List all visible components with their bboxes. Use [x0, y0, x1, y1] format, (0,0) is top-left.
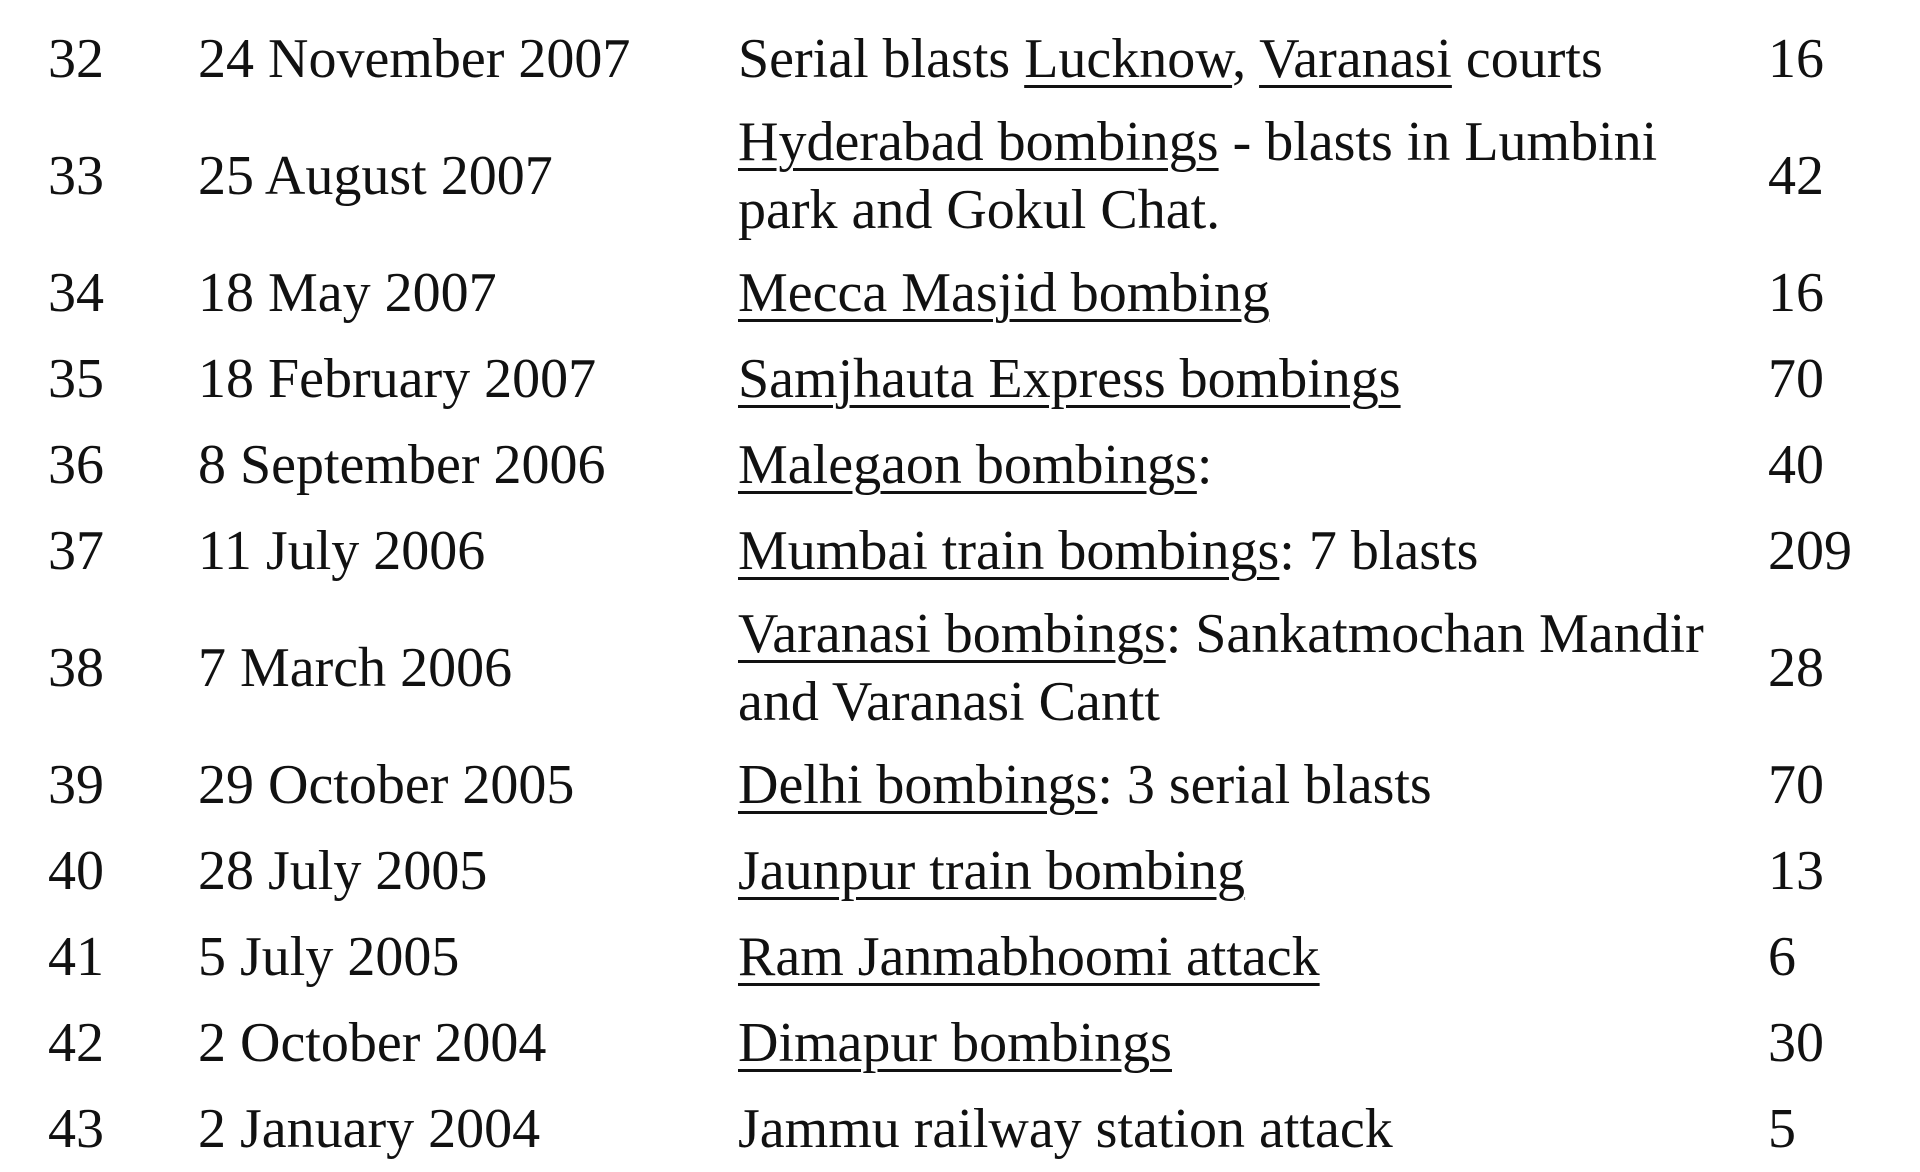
event-link[interactable]: Malegaon bombings [738, 434, 1197, 496]
description-cell [738, 914, 1768, 1000]
date-cell: 8 September 2006 [198, 434, 606, 496]
casualty-count-cell: 16 [1768, 262, 1824, 324]
description-text: , [1232, 28, 1260, 90]
table-row [48, 914, 1898, 1000]
row-number-cell: 37 [48, 520, 104, 582]
event-link[interactable]: Dimapur bombings [738, 1012, 1172, 1074]
description-cell [738, 16, 1768, 102]
casualty-count-cell: 6 [1768, 926, 1796, 988]
casualty-count-cell: 209 [1768, 520, 1852, 582]
table-row [48, 422, 1898, 508]
description-text: courts [1451, 28, 1603, 90]
table-row [48, 1000, 1898, 1086]
event-link[interactable]: Jaunpur train bombing [738, 840, 1246, 902]
description-cell [738, 828, 1768, 914]
date-cell: 2 January 2004 [198, 1098, 541, 1160]
date-cell: 7 March 2006 [198, 637, 513, 699]
event-link[interactable]: Ram Janmabhoomi attack [738, 926, 1320, 988]
row-number-cell: 38 [48, 637, 104, 699]
row-number-cell: 34 [48, 262, 104, 324]
casualty-count-cell: 13 [1768, 840, 1824, 902]
casualty-count-cell: 70 [1768, 754, 1824, 816]
table-row [48, 336, 1898, 422]
casualty-count-cell: 5 [1768, 1098, 1796, 1160]
description-text: : 3 serial blasts [1097, 754, 1432, 816]
description-cell [738, 1000, 1768, 1086]
date-cell: 18 February 2007 [198, 348, 597, 410]
row-number-cell: 41 [48, 926, 104, 988]
description-text: - blasts in Lumbini park and Gokul Chat. [738, 111, 1658, 241]
date-cell: 29 October 2005 [198, 754, 575, 816]
attacks-table [48, 16, 1898, 1172]
date-cell: 25 August 2007 [198, 145, 553, 207]
event-link[interactable]: Mumbai train bombings [738, 520, 1280, 582]
casualty-count-cell: 28 [1768, 637, 1824, 699]
event-link[interactable]: Mecca Masjid bombing [738, 262, 1270, 324]
event-link[interactable]: Delhi bombings [738, 754, 1098, 816]
event-link[interactable]: Varanasi bombings [738, 603, 1166, 665]
description-cell [738, 508, 1768, 594]
casualty-count-cell: 30 [1768, 1012, 1824, 1074]
description-text: Serial blasts [738, 28, 1025, 90]
date-cell: 5 July 2005 [198, 926, 460, 988]
description-cell [738, 1086, 1768, 1172]
date-cell: 11 July 2006 [198, 520, 486, 582]
date-cell: 2 October 2004 [198, 1012, 547, 1074]
description-text: Jammu railway station attack [738, 1098, 1393, 1160]
date-cell: 28 July 2005 [198, 840, 488, 902]
description-text: : 7 blasts [1279, 520, 1479, 582]
event-link[interactable]: Varanasi [1259, 28, 1452, 90]
table-row [48, 742, 1898, 828]
table-row [48, 508, 1898, 594]
row-number-cell: 35 [48, 348, 104, 410]
table-row [48, 594, 1898, 742]
row-number-cell: 33 [48, 145, 104, 207]
table-row [48, 250, 1898, 336]
description-text: : [1196, 434, 1213, 496]
table-row [48, 828, 1898, 914]
table-row [48, 1086, 1898, 1172]
description-cell [738, 422, 1768, 508]
casualty-count-cell: 42 [1768, 145, 1824, 207]
row-number-cell: 43 [48, 1098, 104, 1160]
casualty-count-cell: 70 [1768, 348, 1824, 410]
row-number-cell: 42 [48, 1012, 104, 1074]
description-cell [738, 742, 1768, 828]
attacks-table-body [48, 16, 1898, 1172]
description-text: : Sankatmochan Mandir and Varanasi Cantt [738, 603, 1704, 733]
row-number-cell: 36 [48, 434, 104, 496]
date-cell: 24 November 2007 [198, 28, 631, 90]
description-cell [738, 594, 1768, 742]
event-link[interactable]: Hyderabad bombings [738, 111, 1219, 173]
row-number-cell: 32 [48, 28, 104, 90]
casualty-count-cell: 40 [1768, 434, 1824, 496]
row-number-cell: 39 [48, 754, 104, 816]
event-link[interactable]: Lucknow [1024, 28, 1233, 90]
table-row [48, 16, 1898, 102]
date-cell: 18 May 2007 [198, 262, 497, 324]
table-row [48, 102, 1898, 250]
description-cell [738, 250, 1768, 336]
row-number-cell: 40 [48, 840, 104, 902]
description-cell [738, 336, 1768, 422]
event-link[interactable]: Samjhauta Express bombings [738, 348, 1401, 410]
casualty-count-cell: 16 [1768, 28, 1824, 90]
description-cell [738, 102, 1768, 250]
